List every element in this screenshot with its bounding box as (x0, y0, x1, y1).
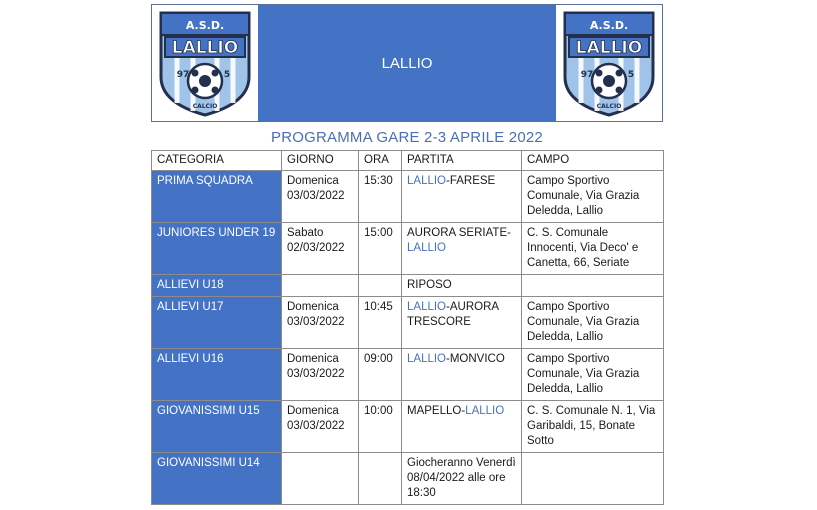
cell-ora (359, 453, 402, 505)
table-row (152, 275, 664, 297)
cell-campo: Campo Sportivo Comunale, Via Grazia Deledda, Lallio (522, 349, 664, 401)
cell-categoria: ALLIEVI U18 (152, 275, 282, 297)
cell-ora: 10:45 (359, 297, 402, 349)
home-team: LALLIO (407, 353, 446, 365)
cell-partita (402, 349, 522, 401)
col-giorno: GIORNO (282, 151, 359, 171)
cell-campo (522, 275, 664, 297)
home-team: LALLIO (407, 301, 446, 313)
cell-giorno (282, 275, 359, 297)
cell-giorno: Domenica 03/03/2022 (282, 171, 359, 223)
away-team: MONVICO (449, 353, 505, 365)
logo-left (152, 5, 258, 121)
table-row (152, 223, 664, 275)
crest-year-left: 97 (176, 70, 190, 80)
match-separator: - (446, 175, 450, 187)
cell-ora: 15:00 (359, 223, 402, 275)
away-team: AURORA TRESCORE (407, 301, 499, 328)
crest-top-text: A.S.D. (589, 19, 629, 32)
cell-categoria: ALLIEVI U16 (152, 349, 282, 401)
club-crest-icon (559, 7, 659, 119)
cell-ora: 09:00 (359, 349, 402, 401)
crest-name: LALLIO (575, 38, 643, 58)
home-team: AURORA SERIATE- (407, 227, 511, 239)
cell-campo: Campo Sportivo Comunale, Via Grazia Deledda, Lallio (522, 171, 664, 223)
cell-giorno: Domenica 03/03/2022 (282, 297, 359, 349)
cell-partita (402, 223, 522, 275)
table-row (152, 297, 664, 349)
match-separator: - (461, 405, 466, 417)
table-row (152, 453, 664, 505)
crest-bottom-text: CALCIO (192, 103, 218, 110)
crest-year-left: 97 (580, 70, 594, 80)
home-team: LALLIO (407, 175, 446, 187)
match-separator: - (446, 301, 450, 313)
cell-campo (522, 453, 664, 505)
cell-ora: 10:00 (359, 401, 402, 453)
page-title: LALLIO (258, 5, 556, 121)
cell-partita (402, 297, 522, 349)
col-partita: PARTITA (402, 151, 522, 171)
table-row (152, 401, 664, 453)
cell-giorno: Domenica 03/03/2022 (282, 401, 359, 453)
crest-year-right: 5 (627, 70, 635, 80)
crest-year-right: 5 (223, 70, 231, 80)
cell-ora: 15:30 (359, 171, 402, 223)
logo-right (556, 5, 662, 121)
col-categoria: CATEGORIA (152, 151, 282, 171)
header-banner (151, 4, 663, 122)
away-team: LALLIO (465, 405, 505, 417)
schedule-table (151, 150, 664, 505)
cell-campo: C. S. Comunale N. 1, Via Garibaldi, 15, Bonate Sotto (522, 401, 664, 453)
col-ora: ORA (359, 151, 402, 171)
table-header-row (152, 151, 664, 171)
cell-categoria: GIOVANISSIMI U14 (152, 453, 282, 505)
cell-partita (402, 171, 522, 223)
cell-partita (402, 401, 522, 453)
table-row (152, 171, 664, 223)
cell-giorno: Domenica 03/03/2022 (282, 349, 359, 401)
cell-giorno: Sabato 02/03/2022 (282, 223, 359, 275)
col-campo: CAMPO (522, 151, 664, 171)
cell-partita: Giocheranno Venerdì 08/04/2022 alle ore 18:30 (402, 453, 522, 505)
cell-ora (359, 275, 402, 297)
home-team: MAPELLO (407, 405, 462, 417)
away-team: FARESE (449, 175, 496, 187)
cell-partita: RIPOSO (402, 275, 522, 297)
crest-top-text: A.S.D. (185, 19, 225, 32)
cell-categoria: JUNIORES UNDER 19 (152, 223, 282, 275)
cell-categoria: GIOVANISSIMI U15 (152, 401, 282, 453)
match-separator: - (446, 353, 450, 365)
crest-bottom-text: CALCIO (596, 103, 622, 110)
cell-campo: Campo Sportivo Comunale, Via Grazia Deledda, Lallio (522, 297, 664, 349)
cell-categoria: ALLIEVI U17 (152, 297, 282, 349)
club-crest-icon (155, 7, 255, 119)
schedule-subtitle: PROGRAMMA GARE 2-3 APRILE 2022 (271, 129, 543, 146)
cell-giorno (282, 453, 359, 505)
cell-campo: C. S. Comunale Innocenti, Via Deco' e Canetta, 66, Seriate (522, 223, 664, 275)
away-team: LALLIO (407, 242, 446, 254)
cell-categoria: PRIMA SQUADRA (152, 171, 282, 223)
crest-name: LALLIO (171, 38, 239, 58)
table-row (152, 349, 664, 401)
